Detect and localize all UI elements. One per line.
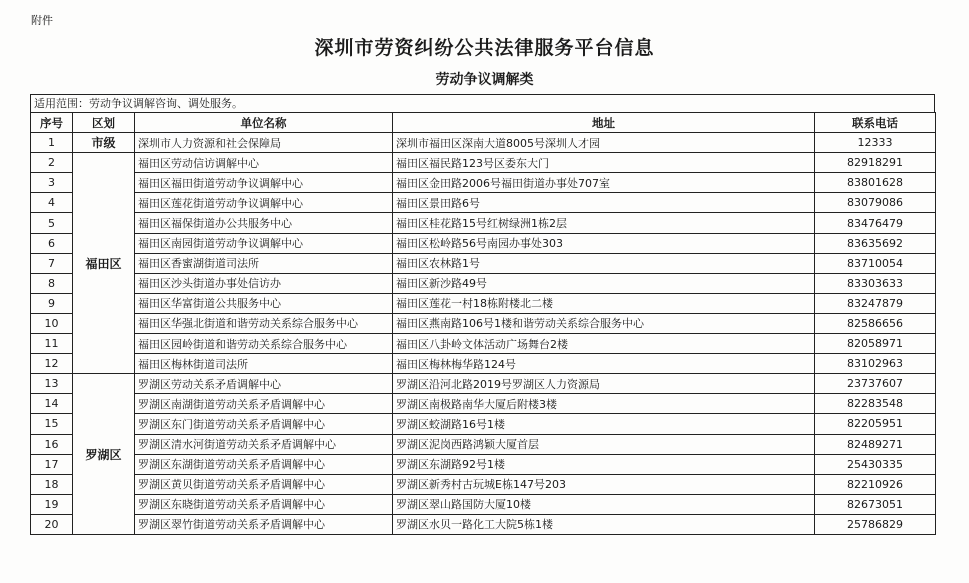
phone-cell: 83710054 — [815, 253, 936, 273]
address-cell: 福田区梅林梅华路124号 — [393, 354, 815, 374]
phone-cell: 83635692 — [815, 233, 936, 253]
table-row — [31, 454, 936, 474]
row-number: 9 — [31, 293, 73, 313]
phone-cell: 82283548 — [815, 394, 936, 414]
table-row — [31, 133, 936, 153]
phone-cell: 25786829 — [815, 514, 936, 534]
address-cell: 福田区农林路1号 — [393, 253, 815, 273]
row-number: 19 — [31, 494, 73, 514]
phone-cell: 83801628 — [815, 173, 936, 193]
unit-name-cell: 罗湖区东门街道劳动关系矛盾调解中心 — [135, 414, 393, 434]
phone-cell: 82058971 — [815, 334, 936, 354]
address-cell: 罗湖区翠山路国防大厦10楼 — [393, 494, 815, 514]
phone-cell: 83303633 — [815, 273, 936, 293]
table-row — [31, 494, 936, 514]
phone-cell: 82489271 — [815, 434, 936, 454]
table-row — [31, 153, 936, 173]
address-cell: 福田区景田路6号 — [393, 193, 815, 213]
table-row — [31, 434, 936, 454]
address-cell: 罗湖区泥岗西路鸿颖大厦首层 — [393, 434, 815, 454]
unit-name-cell: 福田区园岭街道和谐劳动关系综合服务中心 — [135, 334, 393, 354]
col-header-address: 地址 — [393, 113, 815, 133]
address-cell: 福田区八卦岭文体活动广场舞台2楼 — [393, 334, 815, 354]
phone-cell: 82673051 — [815, 494, 936, 514]
unit-name-cell: 罗湖区翠竹街道劳动关系矛盾调解中心 — [135, 514, 393, 534]
row-number: 4 — [31, 193, 73, 213]
address-cell: 罗湖区沿河北路2019号罗湖区人力资源局 — [393, 374, 815, 394]
unit-name-cell: 深圳市人力资源和社会保障局 — [135, 133, 393, 153]
address-cell: 福田区新沙路49号 — [393, 273, 815, 293]
table-row — [31, 313, 936, 333]
row-number: 2 — [31, 153, 73, 173]
row-number: 18 — [31, 474, 73, 494]
row-number: 13 — [31, 374, 73, 394]
phone-cell: 82918291 — [815, 153, 936, 173]
address-cell: 福田区燕南路106号1楼和谐劳动关系综合服务中心 — [393, 313, 815, 333]
col-header-unit-name: 单位名称 — [135, 113, 393, 133]
address-cell: 福田区松岭路56号南园办事处303 — [393, 233, 815, 253]
row-number: 16 — [31, 434, 73, 454]
row-number: 8 — [31, 273, 73, 293]
address-cell: 罗湖区水贝一路化工大院5栋1楼 — [393, 514, 815, 534]
phone-cell: 82210926 — [815, 474, 936, 494]
row-number: 17 — [31, 454, 73, 474]
phone-cell: 83079086 — [815, 193, 936, 213]
row-number: 12 — [31, 354, 73, 374]
address-cell: 罗湖区新秀村古玩城E栋147号203 — [393, 474, 815, 494]
phone-cell: 83102963 — [815, 354, 936, 374]
address-cell: 福田区桂花路15号红树绿洲1栋2层 — [393, 213, 815, 233]
phone-cell: 82586656 — [815, 313, 936, 333]
unit-name-cell: 罗湖区东晓街道劳动关系矛盾调解中心 — [135, 494, 393, 514]
unit-name-cell: 罗湖区黄贝街道劳动关系矛盾调解中心 — [135, 474, 393, 494]
unit-name-cell: 福田区劳动信访调解中心 — [135, 153, 393, 173]
col-header-phone: 联系电话 — [815, 113, 936, 133]
unit-name-cell: 福田区福田街道劳动争议调解中心 — [135, 173, 393, 193]
phone-cell: 82205951 — [815, 414, 936, 434]
row-number: 7 — [31, 253, 73, 273]
address-cell: 深圳市福田区深南大道8005号深圳人才园 — [393, 133, 815, 153]
address-cell: 福田区莲花一村18栋附楼北二楼 — [393, 293, 815, 313]
phone-cell: 12333 — [815, 133, 936, 153]
attachment-label: 附件 — [31, 14, 53, 27]
table-row — [31, 273, 936, 293]
table-row — [31, 514, 936, 534]
unit-name-cell: 罗湖区劳动关系矛盾调解中心 — [135, 374, 393, 394]
phone-cell: 25430335 — [815, 454, 936, 474]
phone-cell: 83476479 — [815, 213, 936, 233]
col-header-no: 序号 — [31, 113, 73, 133]
row-number: 14 — [31, 394, 73, 414]
district-cell: 福田区 — [73, 153, 135, 374]
table-row — [31, 193, 936, 213]
table-row — [31, 293, 936, 313]
row-number: 6 — [31, 233, 73, 253]
phone-cell: 83247879 — [815, 293, 936, 313]
unit-name-cell: 福田区南园街道劳动争议调解中心 — [135, 233, 393, 253]
document-title: 深圳市劳资纠纷公共法律服务平台信息 — [314, 37, 655, 59]
service-table — [30, 112, 936, 535]
row-number: 1 — [31, 133, 73, 153]
unit-name-cell: 福田区香蜜湖街道司法所 — [135, 253, 393, 273]
row-number: 20 — [31, 514, 73, 534]
table-row — [31, 374, 936, 394]
table-row — [31, 474, 936, 494]
unit-name-cell: 罗湖区清水河街道劳动关系矛盾调解中心 — [135, 434, 393, 454]
document-subtitle: 劳动争议调解类 — [435, 72, 534, 88]
row-number: 11 — [31, 334, 73, 354]
table-body — [31, 133, 936, 535]
unit-name-cell: 福田区华富街道公共服务中心 — [135, 293, 393, 313]
address-cell: 福田区金田路2006号福田街道办事处707室 — [393, 173, 815, 193]
table-row — [31, 213, 936, 233]
unit-name-cell: 福田区福保街道办公共服务中心 — [135, 213, 393, 233]
scope-note: 适用范围：劳动争议调解咨询、调处服务。 — [30, 94, 935, 112]
address-cell: 罗湖区南极路南华大厦后附楼3楼 — [393, 394, 815, 414]
table-header-row — [31, 113, 936, 133]
unit-name-cell: 罗湖区东湖街道劳动关系矛盾调解中心 — [135, 454, 393, 474]
unit-name-cell: 福田区华强北街道和谐劳动关系综合服务中心 — [135, 313, 393, 333]
unit-name-cell: 罗湖区南湖街道劳动关系矛盾调解中心 — [135, 394, 393, 414]
row-number: 5 — [31, 213, 73, 233]
table-row — [31, 394, 936, 414]
table-row — [31, 253, 936, 273]
table-row — [31, 334, 936, 354]
unit-name-cell: 福田区梅林街道司法所 — [135, 354, 393, 374]
address-cell: 罗湖区蛟湖路16号1楼 — [393, 414, 815, 434]
row-number: 3 — [31, 173, 73, 193]
row-number: 15 — [31, 414, 73, 434]
table-row — [31, 354, 936, 374]
table-row — [31, 233, 936, 253]
address-cell: 罗湖区东湖路92号1楼 — [393, 454, 815, 474]
phone-cell: 23737607 — [815, 374, 936, 394]
unit-name-cell: 福田区沙头街道办事处信访办 — [135, 273, 393, 293]
district-cell: 市级 — [73, 133, 135, 153]
address-cell: 福田区福民路123号区委东大门 — [393, 153, 815, 173]
row-number: 10 — [31, 313, 73, 333]
district-cell: 罗湖区 — [73, 374, 135, 535]
col-header-district: 区划 — [73, 113, 135, 133]
table-row — [31, 414, 936, 434]
unit-name-cell: 福田区莲花街道劳动争议调解中心 — [135, 193, 393, 213]
table-row — [31, 173, 936, 193]
